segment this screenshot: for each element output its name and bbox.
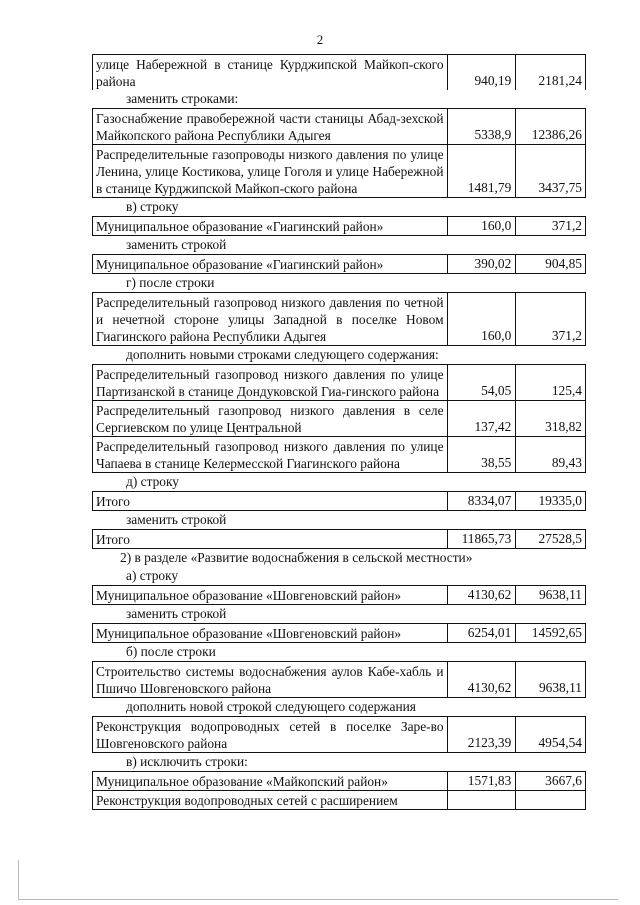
row-value-2: 27528,5 (515, 530, 585, 548)
row-description: Муниципальное образование «Гиагинский район» (96, 257, 384, 272)
row-value-2: 19335,0 (515, 492, 585, 510)
instruction-line: в) строку (126, 199, 179, 214)
instruction-line: дополнить новыми строками следующего содержания: (126, 347, 439, 362)
row-description: Распределительный газопровод низкого давления в селе Сергиевском по улице Центральной (96, 403, 444, 435)
table-row (92, 216, 586, 236)
instruction-line: д) строку (126, 474, 179, 489)
table-row (92, 790, 586, 810)
table-row (92, 716, 586, 753)
row-value-1: 5338,9 (447, 109, 516, 144)
instruction-line: заменить строкой (126, 237, 227, 252)
row-value-2: 2181,24 (515, 55, 585, 90)
row-value-1: 160,0 (447, 293, 516, 345)
row-value-2: 89,43 (515, 437, 585, 472)
scan-edge-line (18, 860, 19, 900)
instruction-line: дополнить новой строкой следующего содержания (126, 699, 416, 714)
row-value-1: 8334,07 (447, 492, 516, 510)
row-description: улице Набережной в станице Курджипской Майкоп-ского района (96, 57, 444, 89)
table-row (92, 400, 586, 436)
row-description: Итого (96, 532, 130, 547)
table-row (92, 529, 586, 549)
row-description: Реконструкция водопроводных сетей с расширением (96, 793, 398, 808)
table-row (92, 108, 586, 144)
row-value-1: 2123,39 (447, 717, 516, 752)
row-value-2: 4954,54 (515, 717, 585, 752)
table-row (92, 436, 586, 473)
row-value-2: 371,2 (515, 293, 585, 345)
row-value-1: 54,05 (447, 365, 516, 400)
instruction-line: в) исключить строки: (126, 754, 248, 769)
table-row (92, 364, 586, 400)
instruction-line: заменить строкой (126, 606, 227, 621)
row-description: Итого (96, 494, 130, 509)
table-row (92, 661, 586, 698)
table-row (92, 254, 586, 274)
row-description: Муниципальное образование «Гиагинский район» (96, 219, 384, 234)
page-number: 2 (316, 32, 324, 47)
instruction-line: а) строку (126, 568, 179, 583)
row-value-2: 3437,75 (515, 145, 585, 197)
row-value-1: 940,19 (447, 55, 516, 90)
row-value-2: 9638,11 (515, 662, 585, 697)
row-value-1: 1571,83 (447, 772, 516, 790)
instruction-line: г) после строки (126, 275, 215, 290)
amendment-table (92, 54, 586, 810)
row-description: Строительство системы водоснабжения аулов Кабе-хабль и Пшичо Шовгеновского района (96, 664, 444, 696)
scan-bottom-line (18, 899, 618, 900)
instruction-line: 2) в разделе «Развитие водоснабжения в сельской местности» (120, 550, 473, 565)
row-description: Распределительные газопроводы низкого давления по улице Ленина, улице Костикова, улице Гоголя и улице Набережной в станице Курджипской Майкоп-ского района (96, 147, 444, 196)
row-value-2 (515, 791, 585, 809)
row-description: Муниципальное образование «Шовгеновский район» (96, 588, 402, 603)
row-value-1 (447, 791, 516, 809)
instruction-line: заменить строкой (126, 512, 227, 527)
row-value-1: 4130,62 (447, 662, 516, 697)
row-value-1: 38,55 (447, 437, 516, 472)
row-value-1: 1481,79 (447, 145, 516, 197)
table-row (92, 292, 586, 346)
row-description: Распределительный газопровод низкого давления по улице Чапаева в станице Келермесской Гиагинского района (96, 439, 444, 471)
row-value-1: 137,42 (447, 401, 516, 436)
table-row (92, 623, 586, 643)
instruction-line: заменить строками: (126, 91, 239, 106)
row-value-2: 371,2 (515, 217, 585, 235)
table-row (92, 54, 586, 90)
row-value-2: 14592,65 (515, 624, 585, 642)
table-row (92, 585, 586, 605)
row-value-1: 390,02 (447, 255, 516, 273)
row-description: Муниципальное образование «Майкопский район» (96, 774, 388, 789)
row-value-2: 904,85 (515, 255, 585, 273)
row-value-1: 6254,01 (447, 624, 516, 642)
row-value-2: 12386,26 (515, 109, 585, 144)
row-description: Реконструкция водопроводных сетей в поселке Заре-во Шовгеновского района (96, 719, 444, 751)
table-row (92, 771, 586, 790)
row-value-1: 11865,73 (447, 530, 516, 548)
row-value-2: 125,4 (515, 365, 585, 400)
row-value-1: 4130,62 (447, 586, 516, 604)
row-description: Распределительный газопровод низкого давления по четной и нечетной стороне улицы Западной в поселке Новом Гиагинского района Республики Адыгея (96, 295, 444, 344)
row-description: Муниципальное образование «Шовгеновский район» (96, 626, 402, 641)
instruction-line: б) после строки (126, 644, 216, 659)
row-value-2: 318,82 (515, 401, 585, 436)
row-value-1: 160,0 (447, 217, 516, 235)
row-description: Газоснабжение правобережной части станицы Абад-зехской Майкопского района Республики Адыгея (96, 111, 444, 143)
row-value-2: 3667,6 (515, 772, 585, 790)
row-description: Распределительный газопровод низкого давления по улице Партизанской в станице Дондуковской Гиа-гинского района (96, 367, 444, 399)
table-row (92, 491, 586, 511)
row-value-2: 9638,11 (515, 586, 585, 604)
table-row (92, 144, 586, 198)
